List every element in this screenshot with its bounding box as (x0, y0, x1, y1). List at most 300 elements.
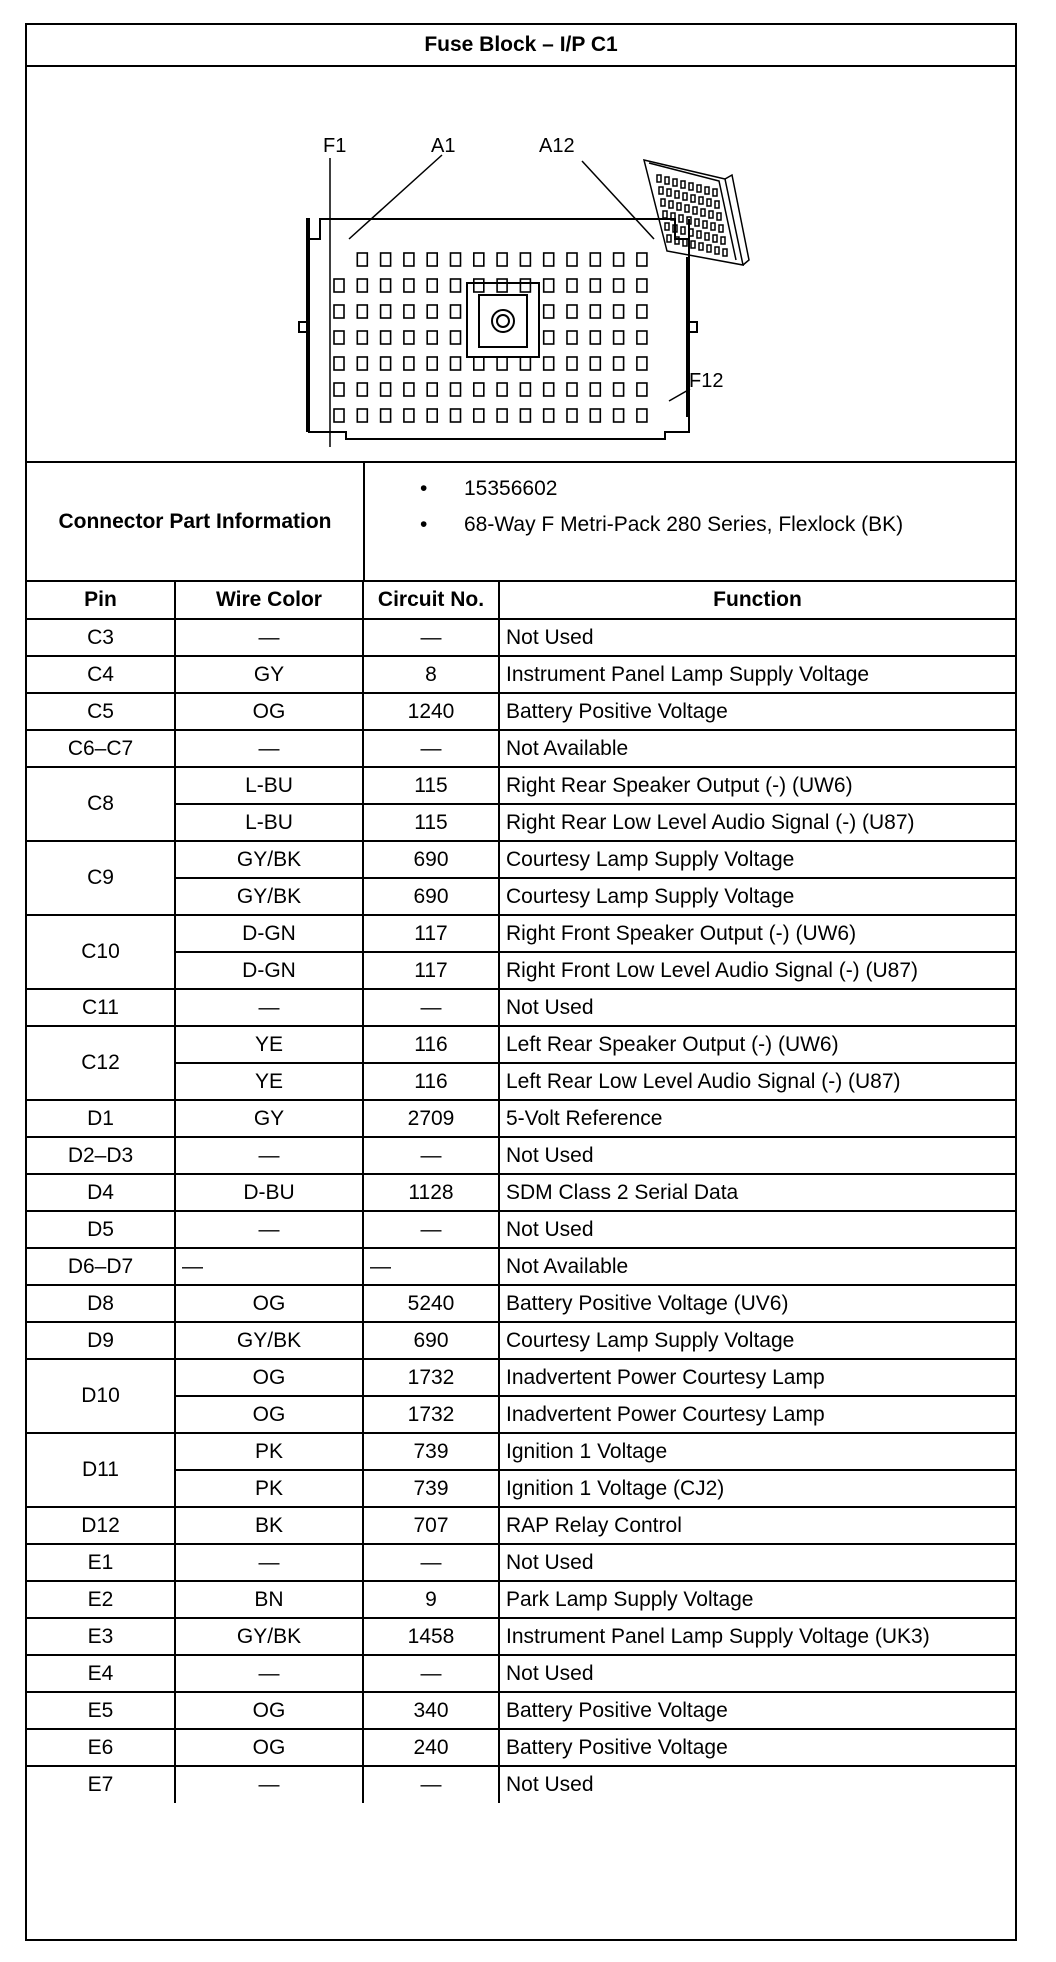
pinout-row (27, 952, 1015, 989)
function-cell: Ignition 1 Voltage (499, 1433, 1015, 1470)
pin-cavity (427, 253, 437, 266)
pin-cavity (520, 279, 530, 292)
circuit-cell: 2709 (363, 1100, 499, 1137)
thumb-cavity (697, 185, 701, 192)
circuit-cell: 739 (363, 1433, 499, 1470)
pin-cavity (357, 383, 367, 396)
thumb-cavity (683, 193, 687, 200)
circuit-cell: — (363, 1137, 499, 1174)
pin-cell: C11 (27, 989, 175, 1026)
thumb-cavity (723, 249, 727, 256)
pin-cavity (614, 253, 624, 266)
header-circuit-no: Circuit No. (363, 582, 499, 619)
pin-cell: D10 (27, 1359, 175, 1433)
pin-cavity (381, 279, 391, 292)
pin-cavity (404, 253, 414, 266)
function-cell: Right Rear Low Level Audio Signal (-) (U87) (499, 804, 1015, 841)
pin-cavity (381, 331, 391, 344)
wire-color-cell: BN (175, 1581, 363, 1618)
pin-cavity (590, 279, 600, 292)
callout-lines (330, 155, 690, 447)
connector-illustration (27, 67, 1015, 461)
thumb-cavity (709, 211, 713, 218)
wire-color-cell: YE (175, 1026, 363, 1063)
pin-cavity (614, 357, 624, 370)
pin-cell: D9 (27, 1322, 175, 1359)
circuit-cell: 117 (363, 915, 499, 952)
pin-cavity (334, 409, 344, 422)
thumb-cavity (673, 179, 677, 186)
label-a12: A12 (539, 135, 575, 157)
pin-cavity (427, 383, 437, 396)
part-info-item: • 15356602 (420, 471, 903, 507)
pin-cell: C5 (27, 693, 175, 730)
thumb-cavity (689, 183, 693, 190)
pin-cavity (474, 357, 484, 370)
thumb-cavity (713, 189, 717, 196)
pin-cell: C12 (27, 1026, 175, 1100)
pin-cavity (544, 279, 554, 292)
label-f12: F12 (689, 370, 724, 392)
thumb-cavity (659, 187, 663, 194)
wire-color-cell: L-BU (175, 804, 363, 841)
thumb-cavity (693, 207, 697, 214)
circuit-cell: 116 (363, 1063, 499, 1100)
function-cell: Right Front Low Level Audio Signal (-) (U87) (499, 952, 1015, 989)
wire-color-cell: OG (175, 1729, 363, 1766)
pinout-row (27, 619, 1015, 656)
pin-cavity (497, 253, 507, 266)
thumb-cavity (719, 225, 723, 232)
pin-cavity (474, 409, 484, 422)
pin-cavity (474, 279, 484, 292)
thumb-cavity (681, 181, 685, 188)
pin-cavity (404, 305, 414, 318)
pin-cavity (427, 305, 437, 318)
pin-cavity (427, 331, 437, 344)
thumb-cavity (677, 203, 681, 210)
pin-cavity (381, 253, 391, 266)
pin-cavity (357, 409, 367, 422)
thumb-cavity (665, 223, 669, 230)
pin-cavity (637, 279, 647, 292)
pinout-row (27, 1507, 1015, 1544)
pinout-row (27, 1618, 1015, 1655)
pinout-row (27, 1766, 1015, 1803)
pin-cavity (381, 383, 391, 396)
pin-cavity (451, 357, 461, 370)
function-cell: Right Front Speaker Output (-) (UW6) (499, 915, 1015, 952)
pin-cavity (637, 409, 647, 422)
pin-cell: C9 (27, 841, 175, 915)
pinout-row (27, 915, 1015, 952)
thumb-cavity (679, 215, 683, 222)
connector-diagram (27, 67, 1015, 463)
pin-cell: E3 (27, 1618, 175, 1655)
wire-color-cell: GY (175, 656, 363, 693)
mating-connector-thumbnail (644, 160, 749, 265)
pin-cell: C6–C7 (27, 730, 175, 767)
wire-color-cell: OG (175, 1396, 363, 1433)
pin-cavity (567, 409, 577, 422)
function-cell: Inadvertent Power Courtesy Lamp (499, 1359, 1015, 1396)
pin-cell: D12 (27, 1507, 175, 1544)
pin-cavity (497, 383, 507, 396)
pin-cell: E5 (27, 1692, 175, 1729)
wire-color-cell: YE (175, 1063, 363, 1100)
circuit-cell: 1240 (363, 693, 499, 730)
circuit-cell: 739 (363, 1470, 499, 1507)
thumb-cavity (685, 205, 689, 212)
pin-cavity (590, 253, 600, 266)
wire-color-cell: — (175, 1248, 363, 1285)
thumb-cavity (697, 231, 701, 238)
pin-cavity (334, 279, 344, 292)
function-cell: Courtesy Lamp Supply Voltage (499, 878, 1015, 915)
pin-cell: E1 (27, 1544, 175, 1581)
pinout-rows (27, 619, 1015, 1803)
pin-cell: D8 (27, 1285, 175, 1322)
pin-cavity (404, 331, 414, 344)
pin-cavity (567, 357, 577, 370)
pinout-row (27, 1026, 1015, 1063)
thumb-cavity (667, 189, 671, 196)
wire-color-cell: GY/BK (175, 841, 363, 878)
pin-cavity (404, 279, 414, 292)
pin-cavity (520, 409, 530, 422)
wire-color-cell: — (175, 1766, 363, 1803)
pinout-row (27, 1581, 1015, 1618)
circuit-cell: 116 (363, 1026, 499, 1063)
pin-cavity (590, 383, 600, 396)
pinout-row (27, 1174, 1015, 1211)
wire-color-cell: OG (175, 1285, 363, 1322)
pin-cell: D4 (27, 1174, 175, 1211)
circuit-cell: 1732 (363, 1396, 499, 1433)
pinout-row (27, 1729, 1015, 1766)
pin-cavity (404, 383, 414, 396)
pin-cavity (614, 331, 624, 344)
pinout-row (27, 1211, 1015, 1248)
pin-cavity (637, 253, 647, 266)
function-cell: Not Used (499, 1544, 1015, 1581)
circuit-cell: 8 (363, 656, 499, 693)
pin-cell: C10 (27, 915, 175, 989)
function-cell: Left Rear Low Level Audio Signal (-) (U87) (499, 1063, 1015, 1100)
wire-color-cell: OG (175, 1692, 363, 1729)
thumb-cavity (717, 213, 721, 220)
pinout-row (27, 1396, 1015, 1433)
pin-cavity (451, 279, 461, 292)
pinout-row (27, 767, 1015, 804)
thumb-cavity (699, 197, 703, 204)
connector-part-information (27, 463, 1015, 582)
pin-grid (334, 253, 647, 422)
thumb-cavity (721, 237, 725, 244)
circuit-cell: — (363, 730, 499, 767)
thumb-cavity (715, 201, 719, 208)
pin-cavity (451, 331, 461, 344)
pinout-row (27, 1470, 1015, 1507)
pin-cavity (381, 409, 391, 422)
pin-cavity (404, 357, 414, 370)
wire-color-cell: — (175, 989, 363, 1026)
circuit-cell: — (363, 619, 499, 656)
pin-cell: E4 (27, 1655, 175, 1692)
function-cell: Not Used (499, 1211, 1015, 1248)
wire-color-cell: D-GN (175, 952, 363, 989)
thumb-cavity (675, 191, 679, 198)
thumb-cavity (707, 245, 711, 252)
pin-cavity (614, 305, 624, 318)
pin-cell: C8 (27, 767, 175, 841)
pin-cavity (544, 253, 554, 266)
thumb-cavity (695, 219, 699, 226)
pin-cavity (334, 305, 344, 318)
pin-cavity (520, 357, 530, 370)
pinout-row (27, 1692, 1015, 1729)
pin-cavity (357, 305, 367, 318)
pin-cavity (451, 253, 461, 266)
function-cell: Ignition 1 Voltage (CJ2) (499, 1470, 1015, 1507)
pin-cavity (451, 409, 461, 422)
thumb-cavity (657, 175, 661, 182)
pinout-row (27, 1544, 1015, 1581)
pinout-row (27, 693, 1015, 730)
function-cell: Battery Positive Voltage (499, 693, 1015, 730)
thumb-cavity (699, 243, 703, 250)
function-cell: Not Used (499, 1766, 1015, 1803)
pin-cavity (567, 331, 577, 344)
connector-body (299, 219, 697, 439)
pin-cavity (334, 357, 344, 370)
thumb-cavity (681, 227, 685, 234)
pin-cavity (357, 357, 367, 370)
wire-color-cell: D-GN (175, 915, 363, 952)
thumb-cavity (711, 223, 715, 230)
function-cell: Courtesy Lamp Supply Voltage (499, 841, 1015, 878)
circuit-cell: — (363, 1655, 499, 1692)
header-function: Function (499, 582, 1015, 619)
pin-cavity (497, 357, 507, 370)
wire-color-cell: L-BU (175, 767, 363, 804)
pinout-row (27, 1322, 1015, 1359)
pin-cavity (614, 409, 624, 422)
function-cell: Courtesy Lamp Supply Voltage (499, 1322, 1015, 1359)
circuit-cell: 1128 (363, 1174, 499, 1211)
pinout-row (27, 804, 1015, 841)
thumb-cavity (689, 229, 693, 236)
thumb-cavity (663, 211, 667, 218)
part-info-list (365, 463, 903, 580)
circuit-cell: — (363, 1544, 499, 1581)
pin-cavity (544, 331, 554, 344)
wire-color-cell: D-BU (175, 1174, 363, 1211)
pin-cavity (357, 279, 367, 292)
function-cell: Not Used (499, 1655, 1015, 1692)
wire-color-cell: GY/BK (175, 1322, 363, 1359)
thumb-cavity (715, 247, 719, 254)
function-cell: Right Rear Speaker Output (-) (UW6) (499, 767, 1015, 804)
thumb-cavity (713, 235, 717, 242)
pinout-row (27, 878, 1015, 915)
function-cell: Battery Positive Voltage (499, 1729, 1015, 1766)
circuit-cell: — (363, 1211, 499, 1248)
pin-cavity (497, 279, 507, 292)
function-cell: Not Available (499, 1248, 1015, 1285)
wire-color-cell: BK (175, 1507, 363, 1544)
pin-cell: D5 (27, 1211, 175, 1248)
wire-color-cell: OG (175, 1359, 363, 1396)
pin-cavity (637, 357, 647, 370)
pin-cavity (427, 357, 437, 370)
pin-cavity (544, 383, 554, 396)
part-info-item: • 68-Way F Metri-Pack 280 Series, Flexlock (BK) (420, 507, 903, 543)
pinout-row (27, 1100, 1015, 1137)
circuit-cell: 1732 (363, 1359, 499, 1396)
wire-color-cell: PK (175, 1433, 363, 1470)
pinout-row (27, 1248, 1015, 1285)
function-cell: Instrument Panel Lamp Supply Voltage (UK3) (499, 1618, 1015, 1655)
pin-cavity (567, 253, 577, 266)
wire-color-cell: — (175, 1137, 363, 1174)
pin-cavity (427, 279, 437, 292)
circuit-cell: 115 (363, 804, 499, 841)
pin-cavity (520, 383, 530, 396)
pin-cell: C4 (27, 656, 175, 693)
pinout-row (27, 841, 1015, 878)
pin-cavity (381, 305, 391, 318)
wire-color-cell: — (175, 730, 363, 767)
pinout-row (27, 1359, 1015, 1396)
function-cell: Inadvertent Power Courtesy Lamp (499, 1396, 1015, 1433)
pinout-row (27, 989, 1015, 1026)
pin-cavity (451, 383, 461, 396)
circuit-cell: 9 (363, 1581, 499, 1618)
pin-cavity (404, 409, 414, 422)
circuit-cell: 240 (363, 1729, 499, 1766)
function-cell: Instrument Panel Lamp Supply Voltage (499, 656, 1015, 693)
wire-color-cell: PK (175, 1470, 363, 1507)
circuit-cell: 115 (363, 767, 499, 804)
circuit-cell: — (363, 989, 499, 1026)
label-f1: F1 (323, 135, 347, 157)
pin-cell: E7 (27, 1766, 175, 1803)
pin-cavity (567, 279, 577, 292)
label-a1: A1 (431, 135, 456, 157)
pin-cavity (590, 409, 600, 422)
pin-cavity (567, 383, 577, 396)
wire-color-cell: OG (175, 693, 363, 730)
thumb-cavity (705, 233, 709, 240)
pin-cell: D2–D3 (27, 1137, 175, 1174)
pin-cavity (544, 305, 554, 318)
function-cell: Not Used (499, 619, 1015, 656)
pinout-row (27, 1655, 1015, 1692)
wire-color-cell: — (175, 619, 363, 656)
header-wire-color: Wire Color (175, 582, 363, 619)
pin-cavity (334, 383, 344, 396)
pin-cavity (427, 409, 437, 422)
function-cell: Park Lamp Supply Voltage (499, 1581, 1015, 1618)
pin-cell: D6–D7 (27, 1248, 175, 1285)
function-cell: 5-Volt Reference (499, 1100, 1015, 1137)
wire-color-cell: GY (175, 1100, 363, 1137)
pin-cavity (637, 383, 647, 396)
thumb-cavity (705, 187, 709, 194)
pin-cavity (520, 253, 530, 266)
header-pin: Pin (27, 582, 175, 619)
pinout-row (27, 730, 1015, 767)
pin-cavity (357, 331, 367, 344)
circuit-cell: 690 (363, 1322, 499, 1359)
thumb-cavity (683, 239, 687, 246)
function-cell: Not Available (499, 730, 1015, 767)
function-cell: Left Rear Speaker Output (-) (UW6) (499, 1026, 1015, 1063)
pin-cavity (334, 331, 344, 344)
pin-cavity (381, 357, 391, 370)
circuit-cell: — (363, 1766, 499, 1803)
pinout-sheet (25, 23, 1017, 1941)
pinout-row (27, 1433, 1015, 1470)
pin-cavity (637, 331, 647, 344)
thumb-cavity (667, 235, 671, 242)
pin-cavity (614, 383, 624, 396)
circuit-cell: 690 (363, 841, 499, 878)
thumb-cavity (669, 201, 673, 208)
circuit-cell: 690 (363, 878, 499, 915)
pin-cell: E2 (27, 1581, 175, 1618)
wire-color-cell: — (175, 1655, 363, 1692)
pin-cavity (590, 357, 600, 370)
pinout-row (27, 1063, 1015, 1100)
circuit-cell: 117 (363, 952, 499, 989)
pin-cavity (544, 357, 554, 370)
function-cell: Not Used (499, 1137, 1015, 1174)
pin-cavity (357, 253, 367, 266)
thumb-cavity (701, 209, 705, 216)
circuit-cell: 1458 (363, 1618, 499, 1655)
thumb-cavity (661, 199, 665, 206)
circuit-cell: — (363, 1248, 499, 1285)
pin-cavity (474, 383, 484, 396)
pin-cavity (637, 305, 647, 318)
pin-cell: C3 (27, 619, 175, 656)
circuit-cell: 707 (363, 1507, 499, 1544)
function-cell: RAP Relay Control (499, 1507, 1015, 1544)
thumb-cavity (707, 199, 711, 206)
thumb-cavity (703, 221, 707, 228)
function-cell: Battery Positive Voltage (UV6) (499, 1285, 1015, 1322)
wire-color-cell: — (175, 1544, 363, 1581)
wire-color-cell: GY/BK (175, 878, 363, 915)
thumb-cavity (691, 241, 695, 248)
wire-color-cell: — (175, 1211, 363, 1248)
function-cell: Battery Positive Voltage (499, 1692, 1015, 1729)
pin-cavity (590, 331, 600, 344)
pin-cavity (497, 409, 507, 422)
pin-cell: D11 (27, 1433, 175, 1507)
pinout-row (27, 1137, 1015, 1174)
function-cell: SDM Class 2 Serial Data (499, 1174, 1015, 1211)
pinout-table (27, 582, 1015, 1803)
thumb-cavity (665, 177, 669, 184)
pinout-row (27, 656, 1015, 693)
pin-cell: E6 (27, 1729, 175, 1766)
header-row (27, 582, 1015, 619)
pinout-row (27, 1285, 1015, 1322)
page-title: Fuse Block – I/P C1 (27, 25, 1015, 67)
